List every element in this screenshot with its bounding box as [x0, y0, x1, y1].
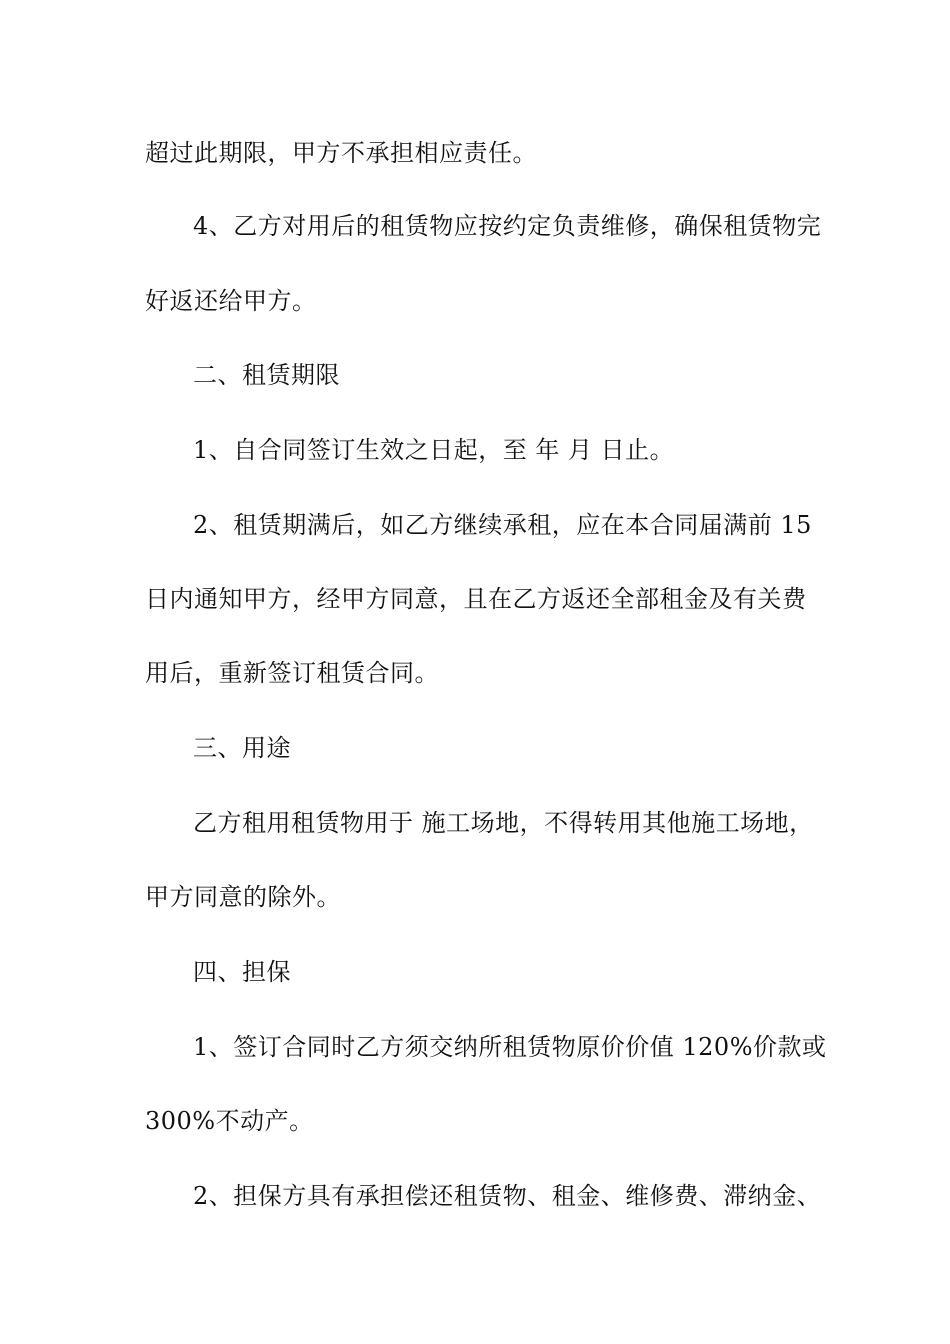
paragraph-line-13: 1、签订合同时乙方须交纳所租赁物原价价值 120%价款或 [193, 1033, 827, 1061]
paragraph-line-8: 用后，重新签订租赁合同。 [145, 659, 439, 687]
paragraph-line-7: 日内通知甲方，经甲方同意，且在乙方返还全部租金及有关费 [145, 585, 807, 613]
paragraph-line-14: 300%不动产。 [145, 1107, 314, 1135]
paragraph-line-15: 2、担保方具有承担偿还租赁物、租金、维修费、滞纳金、 [193, 1182, 822, 1210]
paragraph-line-2: 4、乙方对用后的租赁物应按约定负责维修，确保租赁物完 [193, 212, 822, 240]
paragraph-line-1: 超过此期限，甲方不承担相应责任。 [145, 139, 537, 167]
section-heading-lease-term: 二、租赁期限 [193, 361, 340, 389]
section-heading-guarantee: 四、担保 [193, 958, 291, 986]
paragraph-line-3: 好返还给甲方。 [145, 287, 317, 315]
paragraph-line-6: 2、租赁期满后，如乙方继续承租，应在本合同届满前 15 [193, 511, 812, 539]
paragraph-line-5: 1、自合同签订生效之日起，至 年 月 日止。 [193, 436, 675, 464]
paragraph-line-10: 乙方租用租赁物用于 施工场地，不得转用其他施工场地， [193, 809, 814, 837]
section-heading-purpose: 三、用途 [193, 734, 291, 762]
paragraph-line-11: 甲方同意的除外。 [145, 883, 341, 911]
